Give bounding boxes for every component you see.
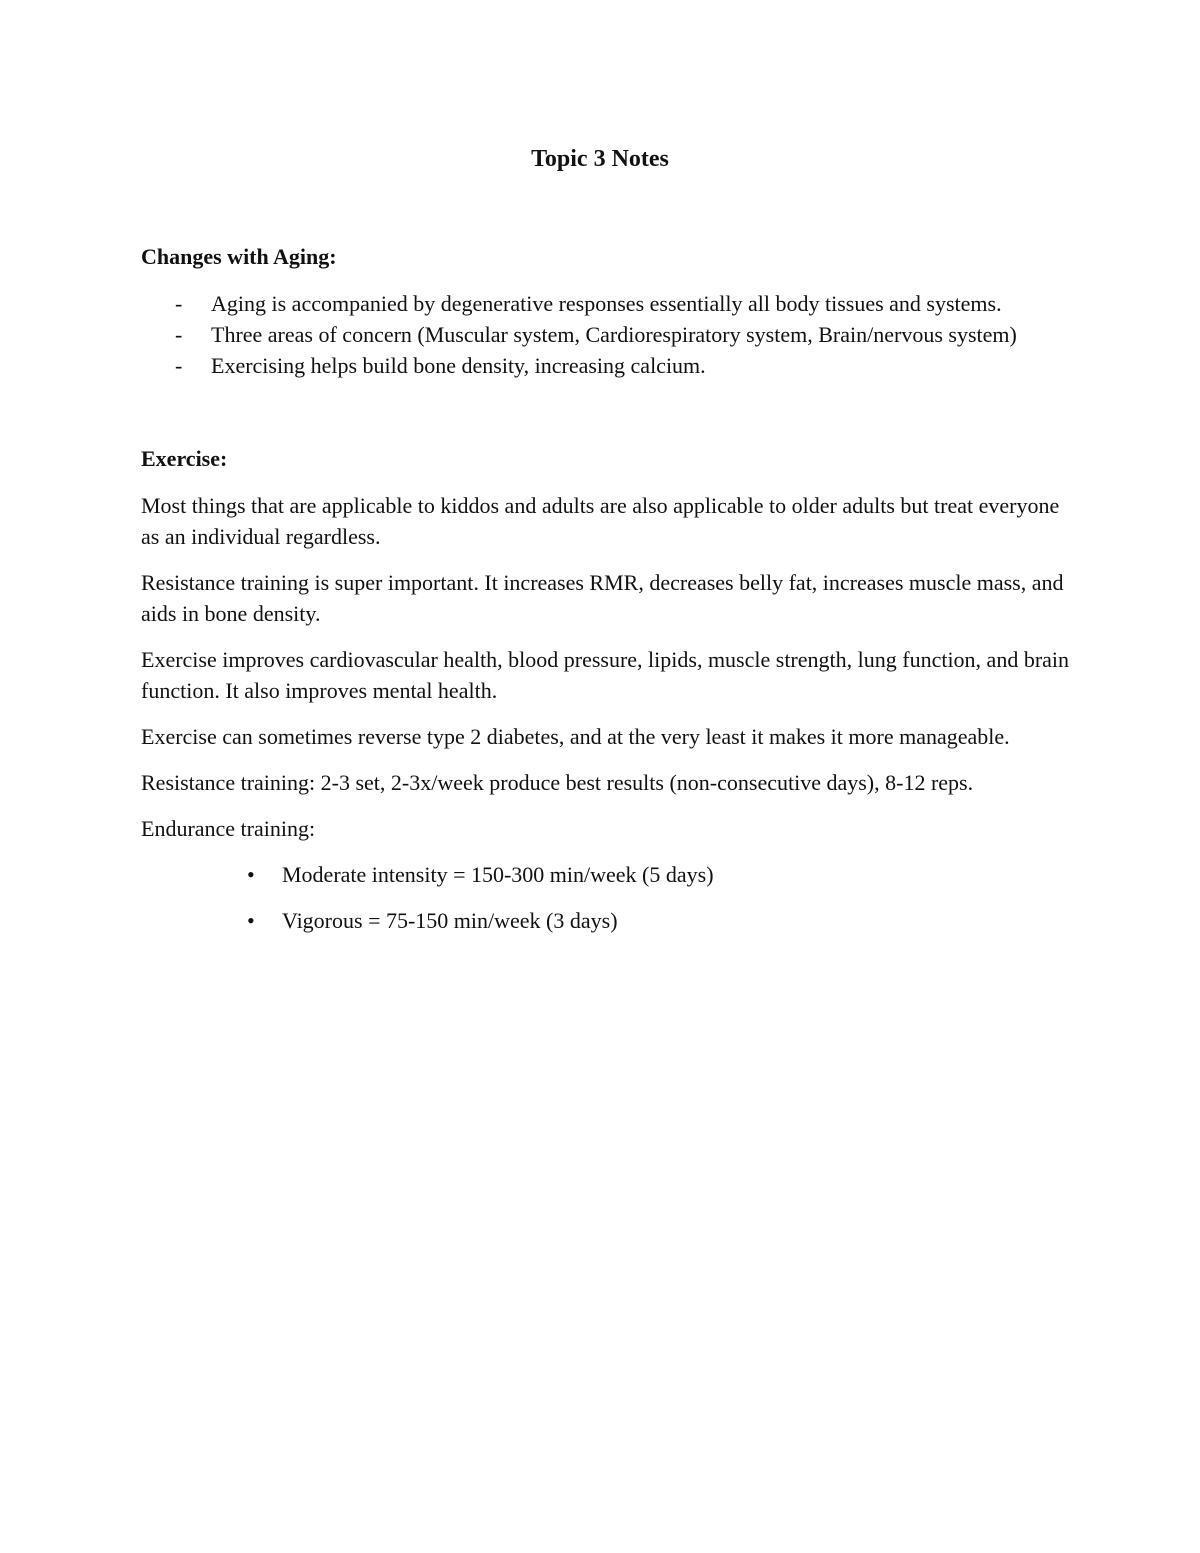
section-spacer	[141, 381, 1071, 443]
section-heading-aging: Changes with Aging:	[141, 244, 337, 269]
exercise-paragraph: Most things that are applicable to kiddos and adults are also applicable to older adults but treat everyone as an individual regardless.	[141, 493, 1060, 549]
section-heading-exercise: Exercise:	[141, 446, 228, 471]
dash-marker: -	[175, 291, 183, 316]
bullet-marker: •	[247, 908, 255, 933]
dash-marker: -	[175, 353, 183, 378]
exercise-paragraph: Exercise improves cardiovascular health, blood pressure, lipids, muscle strength, lung function, and brain function. It also improves mental health.	[141, 647, 1070, 703]
list-item-text: Three areas of concern (Muscular system, Cardiorespiratory system, Brain/nervous system)	[211, 322, 1017, 347]
exercise-paragraph: Resistance training is super important. It increases RMR, decreases belly fat, increases muscle mass, and aids in bone density.	[141, 570, 1064, 626]
exercise-paragraph: Resistance training: 2-3 set, 2-3x/week produce best results (non-consecutive days), 8-12 reps.	[141, 770, 974, 795]
list-item-text: Aging is accompanied by degenerative responses essentially all body tissues and systems.	[211, 291, 1002, 316]
list-item	[141, 319, 1071, 350]
list-item-text: Exercising helps build bone density, increasing calcium.	[211, 353, 706, 378]
bullet-marker: •	[247, 862, 255, 887]
exercise-paragraph: Endurance training:	[141, 816, 316, 841]
list-item	[141, 350, 1071, 381]
list-item	[141, 859, 1071, 890]
document-body	[141, 241, 1071, 951]
endurance-list	[141, 859, 1071, 936]
page-title: Topic 3 Notes	[531, 146, 669, 172]
exercise-paragraph: Exercise can sometimes reverse type 2 diabetes, and at the very least it makes it more manageable.	[141, 724, 1010, 749]
list-item-text: Moderate intensity = 150-300 min/week (5 days)	[282, 862, 714, 887]
dash-marker: -	[175, 322, 183, 347]
list-item	[141, 905, 1071, 936]
list-item-text: Vigorous = 75-150 min/week (3 days)	[282, 908, 618, 933]
list-item	[141, 288, 1071, 319]
aging-list	[141, 288, 1071, 381]
